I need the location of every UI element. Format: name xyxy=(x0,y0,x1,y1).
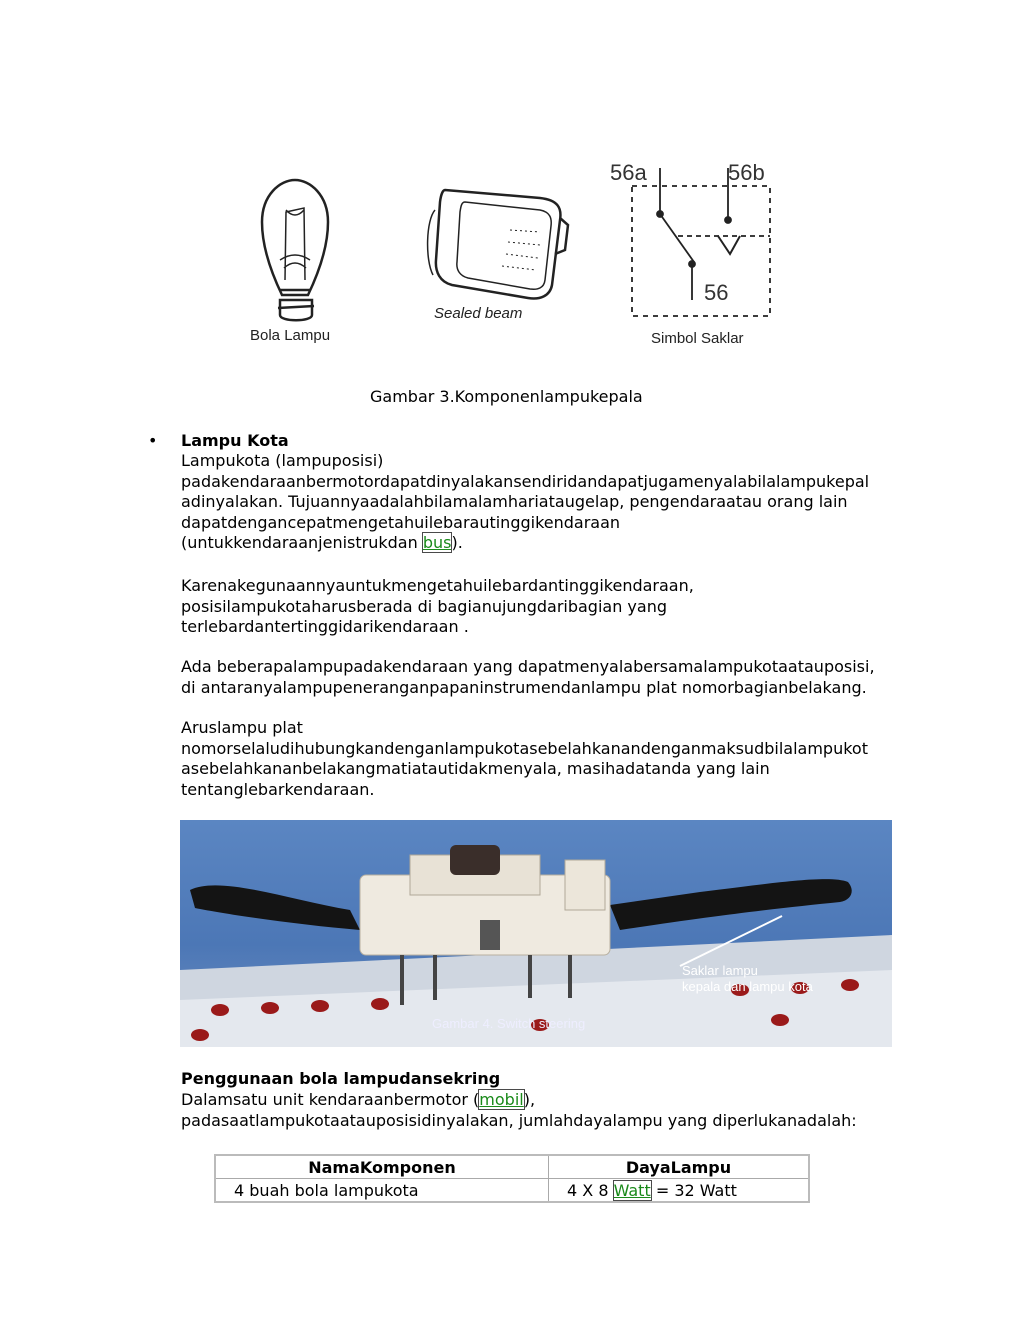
usage-line-1 xyxy=(181,1090,857,1111)
switch-steering-drawing xyxy=(180,820,892,1047)
table-cell-component: 4 buah bola lampukota xyxy=(215,1179,549,1203)
annotation-line: kepala dan lampu kota xyxy=(682,979,813,994)
usage-paragraph xyxy=(181,1090,857,1131)
table-header-cell: NamaKomponen xyxy=(215,1155,549,1179)
sealed-beam-drawing xyxy=(428,190,568,298)
text: 4 X 8 xyxy=(567,1180,614,1200)
text: ), xyxy=(523,1090,536,1109)
section-heading-usage: Penggunaan bola lampudansekring xyxy=(181,1069,501,1088)
paragraph-4-line: tentanglebarkendaraan. xyxy=(181,779,375,799)
terminal-56a-label: 56a xyxy=(610,160,647,185)
annotation-line: Saklar lampu xyxy=(682,963,758,978)
photo-annotation xyxy=(682,963,813,995)
bulb-drawing xyxy=(262,180,328,320)
list-bullet: • xyxy=(148,431,158,450)
paragraph-4-line: asebelahkananbelakangmatiatautidakmenyala, masihadatanda yang lain xyxy=(181,759,770,778)
power-table xyxy=(214,1154,810,1203)
paragraph-1-line: adinyalakan. Tujuannyaadalahbilamalamhariataugelap, pengendaraatau orang lain xyxy=(181,492,848,511)
switch-symbol-drawing xyxy=(632,168,770,316)
paragraph-2-line: posisilampukotaharusberada di bagianujungdaribagian yang xyxy=(181,596,667,616)
bulb-label: Bola Lampu xyxy=(250,327,331,344)
paragraph-2-line: terlebardantertinggidarikendaraan . xyxy=(181,617,469,636)
paragraph-1-line-last xyxy=(181,533,869,554)
figure-4-caption: Gambar 4. Switch steering xyxy=(432,1016,586,1031)
terminal-56b-label: 56b xyxy=(728,160,765,185)
usage-line-2: padasaatlampukotaatauposisidinyalakan, jumlahdayalampu yang diperlukanadalah: xyxy=(181,1110,857,1130)
table-header-cell: DayaLampu xyxy=(549,1155,810,1179)
paragraph-1 xyxy=(181,451,869,554)
figure-3-caption: Gambar 3.Komponenlampukepala xyxy=(370,387,643,406)
table-header-row xyxy=(215,1155,809,1179)
paragraph-4-line: Aruslampu plat xyxy=(181,718,303,737)
switch-steering-photo xyxy=(180,820,892,1047)
section-heading-city-lamp: Lampu Kota xyxy=(181,431,289,450)
text: ). xyxy=(451,533,463,552)
sealed-beam-label: Sealed beam xyxy=(434,305,523,322)
paragraph-3-line: di antaranyalampupeneranganpapaninstrumendanlampu plat nomorbagianbelakang. xyxy=(181,677,867,697)
text: (untukkendaraanjenistrukdan xyxy=(181,533,423,552)
paragraph-3-line: Ada beberapalampupadakendaraan yang dapatmenyalabersamalampukotaatauposisi, xyxy=(181,657,875,676)
mobil-link[interactable]: mobil xyxy=(479,1090,524,1109)
paragraph-1-line: padakendaraanbermotordapatdinyalakansendiridandapatjugamenyalabilalampukepal xyxy=(181,471,870,491)
paragraph-2-line: Karenakegunaannyauntukmengetahuilebardantinggikendaraan, xyxy=(181,576,694,595)
table-row xyxy=(215,1179,809,1203)
paragraph-4-line: nomorselaludihubungkandenganlampukotasebelahkanandenganmaksudbilalampukot xyxy=(181,738,868,758)
paragraph-3 xyxy=(181,657,875,698)
text: = 32 Watt xyxy=(650,1180,737,1200)
paragraph-1-line: Lampukota (lampuposisi) xyxy=(181,451,384,470)
paragraph-4 xyxy=(181,718,868,800)
paragraph-2 xyxy=(181,576,694,638)
paragraph-1-line: dapatdengancepatmengetahuilebarautinggikendaraan xyxy=(181,512,621,532)
bus-link[interactable]: bus xyxy=(422,533,452,552)
watt-link[interactable]: Watt xyxy=(613,1180,651,1200)
text: Dalamsatu unit kendaraanbermotor ( xyxy=(181,1090,480,1109)
switch-symbol-label: Simbol Saklar xyxy=(651,330,744,347)
terminal-56-label: 56 xyxy=(704,280,729,305)
table-cell-power xyxy=(549,1179,810,1203)
